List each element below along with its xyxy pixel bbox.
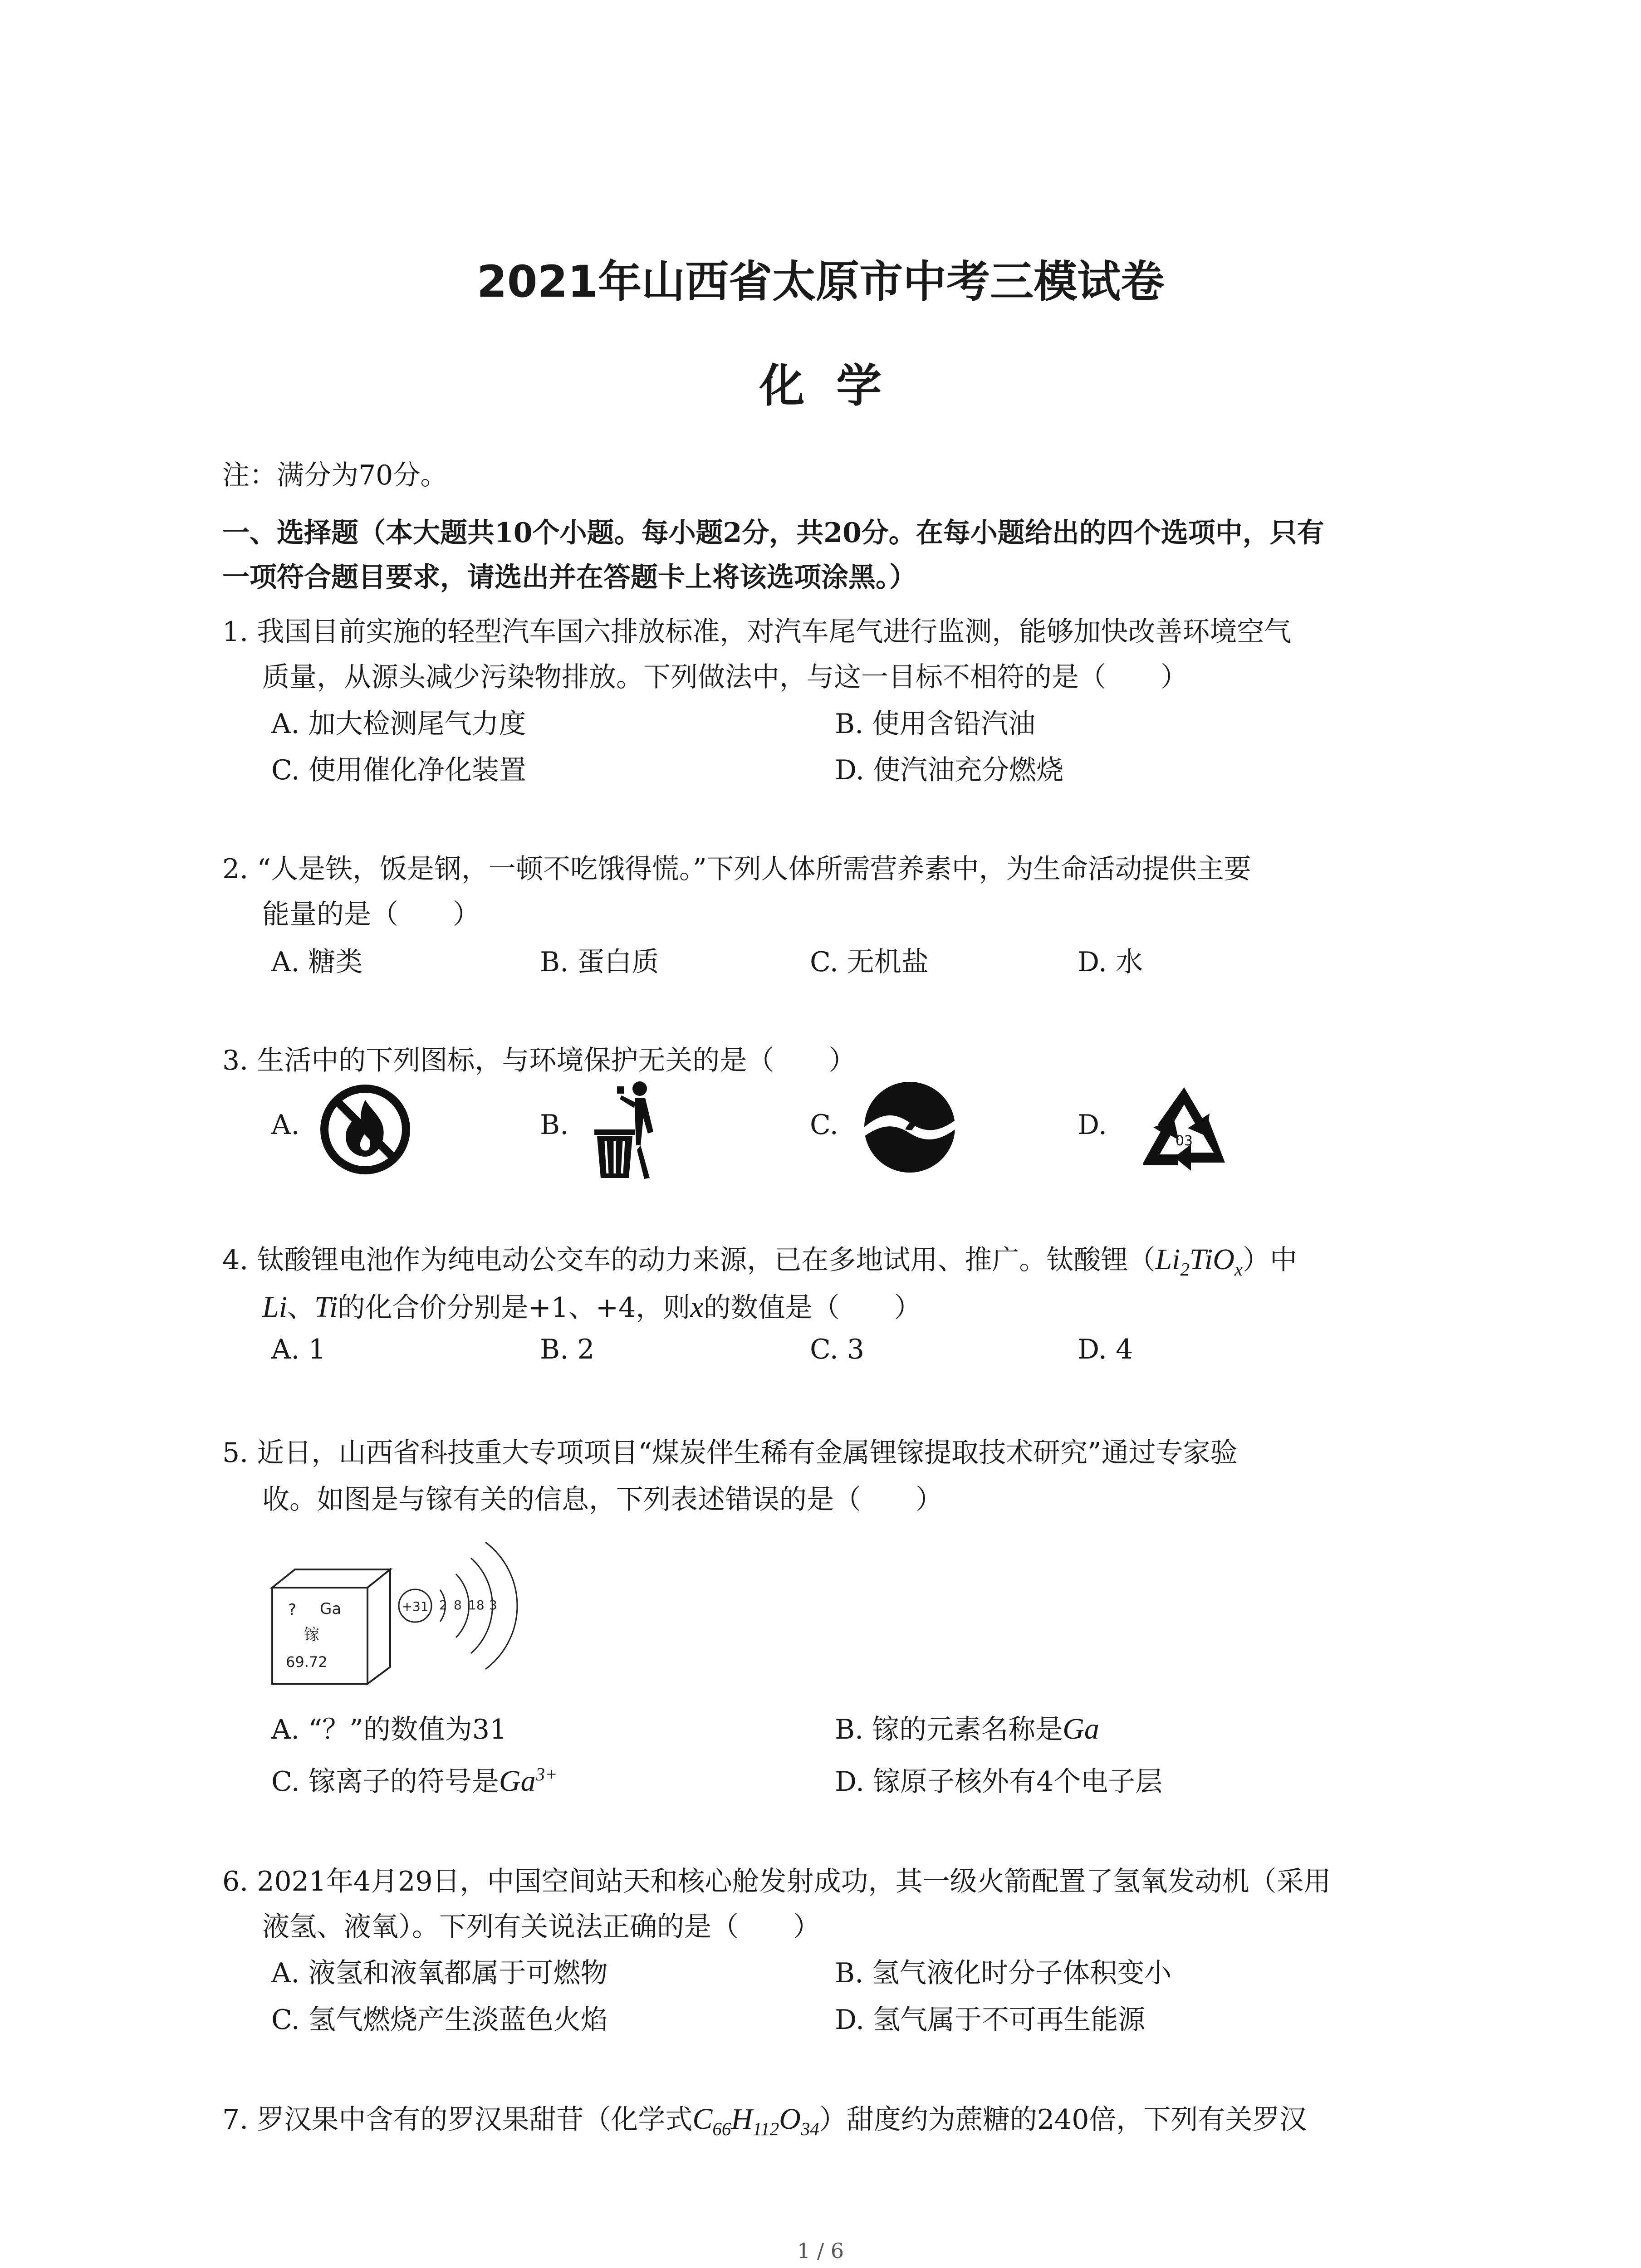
shell-2-electrons: 8 [454, 1598, 462, 1613]
gallium-element-card [268, 1565, 395, 1687]
separator: 、 [287, 1292, 315, 1324]
question-stem: 2. “人是铁，饭是钢，一顿不吃饿得慌。”下列人体所需营养素中，为生命活动提供主要 [222, 853, 1251, 885]
option-d[interactable]: D. 镓原子核外有4个电子层 [835, 1766, 1163, 1798]
symbol-li: Li [262, 1290, 288, 1324]
option-b[interactable]: B. 氢气液化时分子体积变小 [835, 1957, 1172, 1989]
question-stem: 3. 生活中的下列图标，与环境保护无关的是（ ） [222, 1045, 856, 1076]
option-c[interactable]: C. [810, 1109, 838, 1141]
option-a[interactable]: A. 加大检测尾气力度 [271, 708, 526, 740]
stem-text: 4. 钛酸锂电池作为纯电动公交车的动力来源，已在多地试用、推广。钛酸锂（ [222, 1244, 1156, 1276]
stem-text: 的数值是（ ） [703, 1292, 921, 1324]
shell-1-electrons: 2 [439, 1598, 447, 1613]
shell-3-electrons: 18 [468, 1598, 485, 1613]
option-c[interactable] [271, 1760, 558, 1799]
question-stem: 质量，从源头减少污染物排放。下列做法中，与这一目标不相符的是（ ） [262, 661, 1188, 693]
formula-lithium-titanate: $Li_2TiO_x$ [1155, 1243, 1243, 1280]
option-c[interactable]: C. 无机盐 [810, 946, 929, 978]
variable-x: x [690, 1290, 704, 1324]
option-d[interactable]: D. [1078, 1109, 1107, 1141]
question-stem: 液氢、液氧）。下列有关说法正确的是（ ） [262, 1911, 820, 1943]
page-number: 1 / 6 [797, 2239, 844, 2263]
section-heading-line2: 一项符合题目要求，请选出并在答题卡上将该选项涂黑。） [222, 562, 916, 593]
option-c[interactable]: C. 使用催化净化装置 [271, 754, 526, 786]
option-d[interactable]: D. 4 [1078, 1334, 1133, 1365]
recycle-icon [1134, 1082, 1234, 1177]
option-b[interactable] [835, 1708, 1099, 1747]
formula-mogroside: $C_{66}H_{112}O_{34}$ [692, 2102, 819, 2140]
option-a[interactable]: A. “？”的数值为31 [271, 1714, 507, 1745]
question-stem: 5. 近日，山西省科技重大专项项目“煤炭伴生稀有金属锂镓提取技术研究”通过专家验 [222, 1437, 1238, 1469]
option-c[interactable]: C. 3 [810, 1334, 865, 1365]
option-b[interactable]: B. 2 [540, 1334, 595, 1365]
exam-title: 2021年山西省太原市中考三模试卷 [476, 256, 1165, 307]
option-b[interactable]: B. 使用含铅汽油 [835, 708, 1036, 740]
option-text: B. 镓的元素名称是 [835, 1714, 1063, 1745]
litter-bin-icon [585, 1077, 676, 1182]
subject-title: 化 学 [759, 359, 882, 412]
symbol-ga: Ga [1063, 1712, 1099, 1745]
gallium-ion: $Ga^{3+}$ [499, 1764, 558, 1798]
nucleus-charge: +31 [402, 1599, 429, 1614]
element-symbol: Ga [320, 1600, 342, 1618]
option-a[interactable]: A. 液氢和液氧都属于可燃物 [271, 1957, 608, 1989]
option-text: C. 镓离子的符号是 [271, 1766, 499, 1798]
option-a[interactable]: A. [271, 1109, 300, 1141]
section-heading-line1: 一、选择题（本大题共10个小题。每小题2分，共20分。在每小题给出的四个选项中，只有 [222, 517, 1324, 549]
stem-text: 7. 罗汉果中含有的罗汉果甜苷（化学式 [222, 2104, 693, 2136]
shell-4-electrons: 3 [489, 1598, 497, 1613]
question-stem-line2 [262, 1286, 921, 1325]
option-d[interactable]: D. 水 [1078, 946, 1143, 978]
no-fire-sign-icon [318, 1082, 413, 1177]
option-d[interactable]: D. 使汽油充分燃烧 [835, 754, 1064, 786]
question-stem: 1. 我国目前实施的轻型汽车国六排放标准，对汽车尾气进行监测，能够加快改善环境空气 [222, 616, 1292, 648]
water-saving-icon [862, 1080, 957, 1175]
score-note: 注：满分为70分。 [222, 459, 448, 491]
question-stem-line1 [222, 1238, 1297, 1280]
question-stem: 6. 2021年4月29日，中国空间站天和核心舱发射成功，其一级火箭配置了氢氧发动机（采用 [222, 1866, 1331, 1897]
symbol-ti: Ti [314, 1290, 338, 1324]
question-stem: 收。如图是与镓有关的信息，下列表述错误的是（ ） [262, 1484, 943, 1515]
stem-text: ）中 [1243, 1244, 1298, 1276]
recycle-code-label: 03 [1175, 1133, 1193, 1149]
question-stem [222, 2098, 1307, 2140]
stem-text: ）甜度约为蔗糖的240倍，下列有关罗汉 [819, 2104, 1307, 2136]
gallium-atom-structure [395, 1520, 531, 1692]
atomic-mass: 69.72 [286, 1653, 328, 1671]
element-name: 镓 [304, 1626, 319, 1644]
option-d[interactable]: D. 氢气属于不可再生能源 [835, 2004, 1146, 2036]
stem-text: 的化合价分别是+1、+4，则 [338, 1292, 691, 1324]
option-c[interactable]: C. 氢气燃烧产生淡蓝色火焰 [271, 2004, 608, 2036]
atomic-number: ? [288, 1601, 297, 1619]
option-a[interactable]: A. 1 [271, 1334, 326, 1365]
question-stem: 能量的是（ ） [262, 899, 480, 930]
option-b[interactable]: B. 蛋白质 [540, 946, 659, 978]
option-a[interactable]: A. 糖类 [271, 946, 363, 978]
option-b[interactable]: B. [540, 1109, 569, 1141]
